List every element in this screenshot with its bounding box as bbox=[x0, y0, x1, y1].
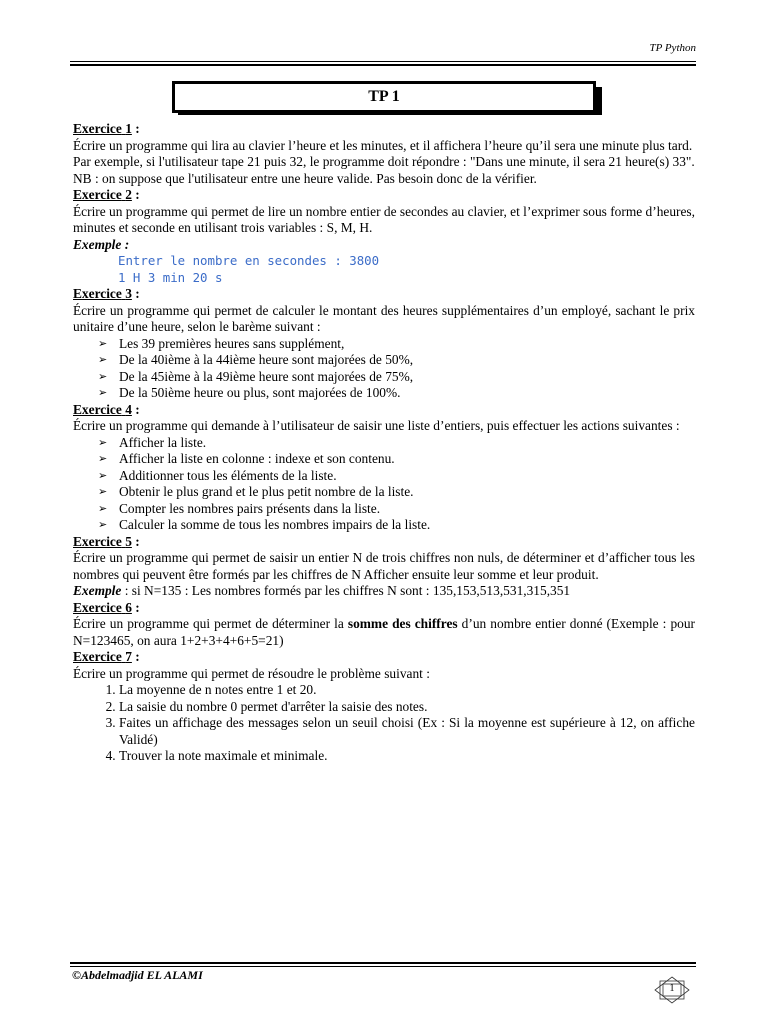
page-number-badge bbox=[654, 976, 690, 1004]
list-item: ➢ De la 50ième heure ou plus, sont majorées de 100%. bbox=[98, 385, 401, 400]
document-body bbox=[73, 121, 695, 765]
header-rule bbox=[70, 61, 696, 62]
exercise-heading: Exercice 7 : bbox=[73, 649, 140, 664]
bullet-list bbox=[73, 435, 695, 534]
list-item: ➢ Afficher la liste. bbox=[98, 434, 207, 450]
header-course: TP Python bbox=[649, 42, 696, 54]
list-item: ➢ De la 45ième à la 49ième heure sont majorées de 75%, bbox=[98, 368, 414, 384]
list-item: 2. La saisie du nombre 0 permet d'arrêter la saisie des notes. bbox=[119, 699, 695, 716]
exercise-heading: Exercice 5 : bbox=[73, 533, 140, 549]
list-item: ➢ Calculer la somme de tous les nombres impairs de la liste. bbox=[98, 517, 431, 532]
paragraph: NB : on suppose que l'utilisateur entre une heure valide. Pas besoin donc de la vérifier. bbox=[73, 170, 537, 186]
page-title: TP 1 bbox=[172, 81, 596, 113]
exercise-heading: Exercice 2 : bbox=[73, 187, 140, 202]
footer-rule bbox=[70, 966, 696, 967]
arrow-bullet-icon: ➢ bbox=[98, 354, 108, 366]
list-item: ➢ De la 40ième à la 44ième heure sont majorées de 50%, bbox=[98, 352, 414, 367]
paragraph: Écrire un programme qui permet de calculer le montant des heures supplémentaires d’un employé, sachant le prix unitaire d’une heure, selon le barème suivant : bbox=[73, 302, 695, 334]
exercise-heading: Exercice 4 : bbox=[73, 401, 140, 417]
arrow-bullet-icon: ➢ bbox=[98, 519, 108, 531]
arrow-bullet-icon: ➢ bbox=[98, 502, 108, 515]
list-item: 4. Trouver la note maximale et minimale. bbox=[119, 748, 695, 765]
list-item: ➢ Les 39 premières heures sans supplément, bbox=[98, 335, 345, 351]
bullet-list bbox=[73, 336, 695, 402]
numbered-list bbox=[73, 682, 695, 765]
example-line: Exemple : si N=135 : Les nombres formés par les chiffres N sont : 135,153,513,531,315,351 bbox=[73, 583, 571, 598]
list-item: 1. La moyenne de n notes entre 1 et 20. bbox=[119, 682, 695, 699]
paragraph: Écrire un programme qui permet de résoudre le problème suivant : bbox=[73, 665, 430, 681]
paragraph: Par exemple, si l'utilisateur tape 21 puis 32, le programme doit répondre : "Dans une minute, il sera 21 heure(s) 33". bbox=[73, 154, 695, 169]
exercise-heading: Exercice 6 : bbox=[73, 599, 140, 615]
paragraph: Écrire un programme qui demande à l’utilisateur de saisir une liste d’entiers, puis effectuer les actions suivantes : bbox=[73, 418, 680, 433]
list-item: ➢ Compter les nombres pairs présents dans la liste. bbox=[98, 500, 381, 516]
arrow-bullet-icon: ➢ bbox=[98, 469, 108, 482]
paragraph: Écrire un programme qui permet de saisir un entier N de trois chiffres non nuls, de déterminer et d’afficher tous les nombres qui peuvent être formés par les chiffres de N Afficher ensuite leur somme et leur produit. bbox=[73, 550, 695, 582]
page-number: 1 bbox=[669, 983, 675, 994]
list-item: ➢ Afficher la liste en colonne : indexe et son contenu. bbox=[98, 451, 395, 466]
code-line: Entrer le nombre en secondes : 3800 bbox=[118, 253, 380, 268]
list-item: ➢ Additionner tous les éléments de la liste. bbox=[98, 467, 337, 483]
arrow-bullet-icon: ➢ bbox=[98, 436, 108, 449]
header-rule-thick bbox=[70, 64, 696, 66]
paragraph: Écrire un programme qui lira au clavier l’heure et les minutes, et il affichera l’heure qu’il sera une minute plus tard. bbox=[73, 137, 693, 153]
paragraph: Écrire un programme qui permet de déterminer la somme des chiffres d’un nombre entier donné (Exemple : pour N=123465, on aura 1+2+3+4+6+5=21) bbox=[73, 616, 695, 648]
arrow-bullet-icon: ➢ bbox=[98, 453, 108, 465]
list-item: 3. Faites un affichage des messages selon un seuil choisi (Ex : Si la moyenne est supérieure à 12, on affiche Validé) bbox=[119, 715, 695, 748]
arrow-bullet-icon: ➢ bbox=[98, 387, 108, 399]
code-line: 1 H 3 min 20 s bbox=[118, 269, 223, 285]
arrow-bullet-icon: ➢ bbox=[98, 486, 108, 498]
arrow-bullet-icon: ➢ bbox=[98, 337, 108, 350]
exercise-heading: Exercice 1 : bbox=[73, 121, 140, 136]
list-item: ➢ Obtenir le plus grand et le plus petit nombre de la liste. bbox=[98, 484, 414, 499]
arrow-bullet-icon: ➢ bbox=[98, 370, 108, 383]
example-label: Exemple : bbox=[73, 236, 130, 252]
exercise-heading: Exercice 3 : bbox=[73, 286, 140, 301]
footer-rule-thick bbox=[70, 962, 696, 964]
footer-author: ©Abdelmadjid EL ALAMI bbox=[72, 968, 203, 982]
paragraph: Écrire un programme qui permet de lire un nombre entier de secondes au clavier, et l’exprimer sous forme d’heures, minutes et seconde en utilisant trois variables : S, M, H. bbox=[73, 203, 695, 235]
